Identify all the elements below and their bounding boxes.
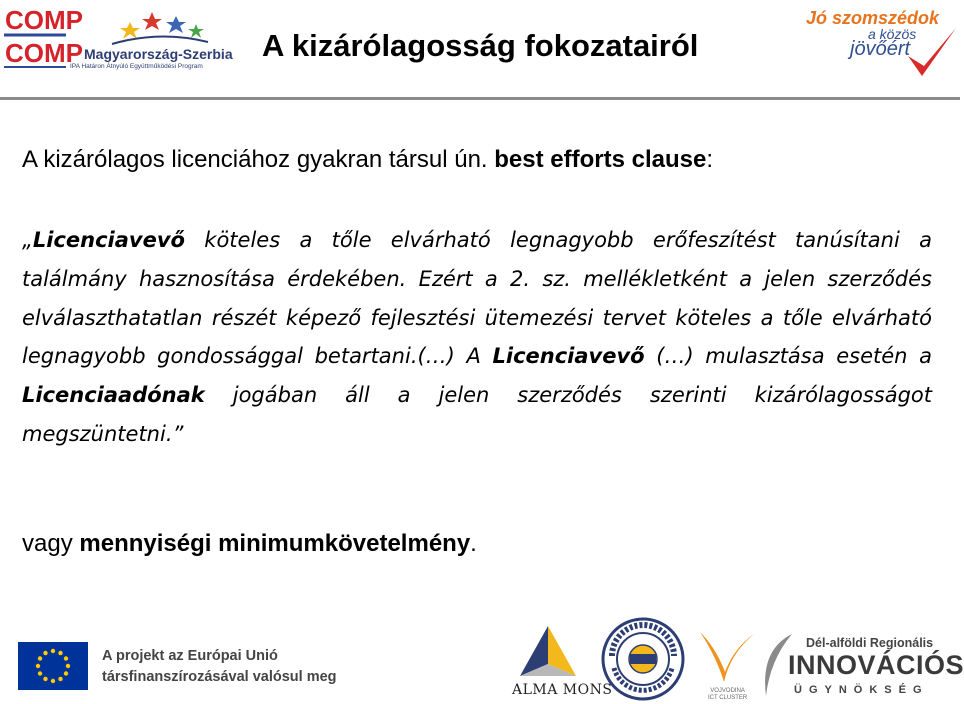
comp-logo: [4, 4, 83, 68]
outro-suffix: .: [470, 530, 477, 557]
header-divider: [0, 97, 960, 100]
slogan-line2: a közös: [868, 26, 917, 42]
hu-sr-program-logo: [70, 8, 233, 72]
alma-mons-logo: [508, 624, 613, 702]
vojvodina-text-line1: VOJVODINA: [710, 688, 745, 694]
outro-prefix: vagy: [22, 530, 80, 557]
quote-party-licensor: Licenciaadónak: [22, 383, 205, 408]
intro-paragraph: [22, 146, 713, 174]
outro-term: mennyiségi minimumkövetelmény: [79, 530, 471, 557]
eu-text-line2: társfinanszírozásával valósul meg: [102, 669, 337, 685]
university-seal-icon: [600, 616, 686, 702]
eu-star: [58, 677, 62, 681]
slide-header: [0, 0, 960, 96]
vojvodina-v-icon: [694, 626, 760, 686]
quote-text-part3: jogában áll a jelen szerződés szerinti kizárólagosságot megszüntetni.: [22, 383, 932, 446]
eu-star: [36, 664, 40, 668]
eu-star: [64, 671, 68, 675]
eu-funding-text: [102, 646, 337, 688]
vojvodina-text: [708, 688, 747, 702]
quote-party-licensee-2: Licenciavevő: [492, 344, 645, 369]
outro-paragraph: [22, 530, 477, 558]
quote-text-part1: köteles a tőle elvárható legnagyobb erőfeszítést tanúsítani a találmány hasznosítása érdekében. Ezért a 2. sz. mellékletként a jelen szerződés elválaszthatatlan részét képező fejlesztési ütemezési tervet köteles a tőle elvárható legnagyobb gondossággal betartani.(…) A: [22, 228, 932, 369]
page-title: A kizárólagosság fokozatairól: [262, 28, 699, 63]
alma-mons-pyramid-icon: [508, 624, 588, 682]
eu-star: [66, 664, 70, 668]
innovation-agency-logo: [760, 628, 964, 702]
checkmark-icon: [904, 26, 958, 82]
program-subtitle: IPA Határon Átnyúló Együttműködési Program: [70, 63, 203, 70]
quote-open-mark: „: [22, 228, 33, 252]
program-name: Magyarország-Szerbia: [84, 46, 233, 62]
intro-suffix: :: [706, 146, 714, 173]
eu-star: [38, 656, 42, 660]
slogan-logo: [800, 4, 958, 84]
slogan-line3: jövőért: [850, 38, 911, 60]
vojvodina-text-line2: ICT CLUSTER: [708, 695, 748, 701]
eu-star: [64, 656, 68, 660]
innovation-text-line1: Dél-alföldi Regionális: [806, 636, 934, 650]
eu-star: [43, 677, 47, 681]
comp-logo-line2: COMP: [5, 38, 83, 68]
eu-star: [58, 651, 62, 655]
quote-close-mark: ”: [172, 421, 184, 446]
eu-text-line1: A projekt az Európai Unió: [102, 648, 278, 664]
stars-swoosh-icon: [110, 8, 210, 46]
eu-star: [51, 649, 55, 653]
eu-star: [38, 671, 42, 675]
alma-mons-text: ALMA MONS: [512, 682, 613, 698]
innovation-text-line3: ÜGYNÖKSÉG: [794, 684, 929, 696]
slogan-line1: Jó szomszédok: [806, 8, 940, 28]
vojvodina-ict-logo: [694, 626, 760, 704]
eu-star: [43, 651, 47, 655]
comp-logo-line1: COMP: [5, 5, 83, 35]
eu-star: [51, 679, 55, 683]
eu-flag-icon: [18, 642, 88, 690]
quote-text-part2: (…) mulasztása esetén a: [644, 344, 932, 369]
innovation-text-line2: INNOVÁCIÓS: [788, 650, 964, 680]
slide-footer: [0, 606, 964, 702]
intro-term: best efforts clause: [494, 146, 707, 173]
intro-text: A kizárólagos licenciához gyakran társul ún.: [22, 146, 495, 173]
quoted-clause: [22, 221, 932, 454]
quote-party-licensee: Licenciavevő: [32, 228, 185, 252]
